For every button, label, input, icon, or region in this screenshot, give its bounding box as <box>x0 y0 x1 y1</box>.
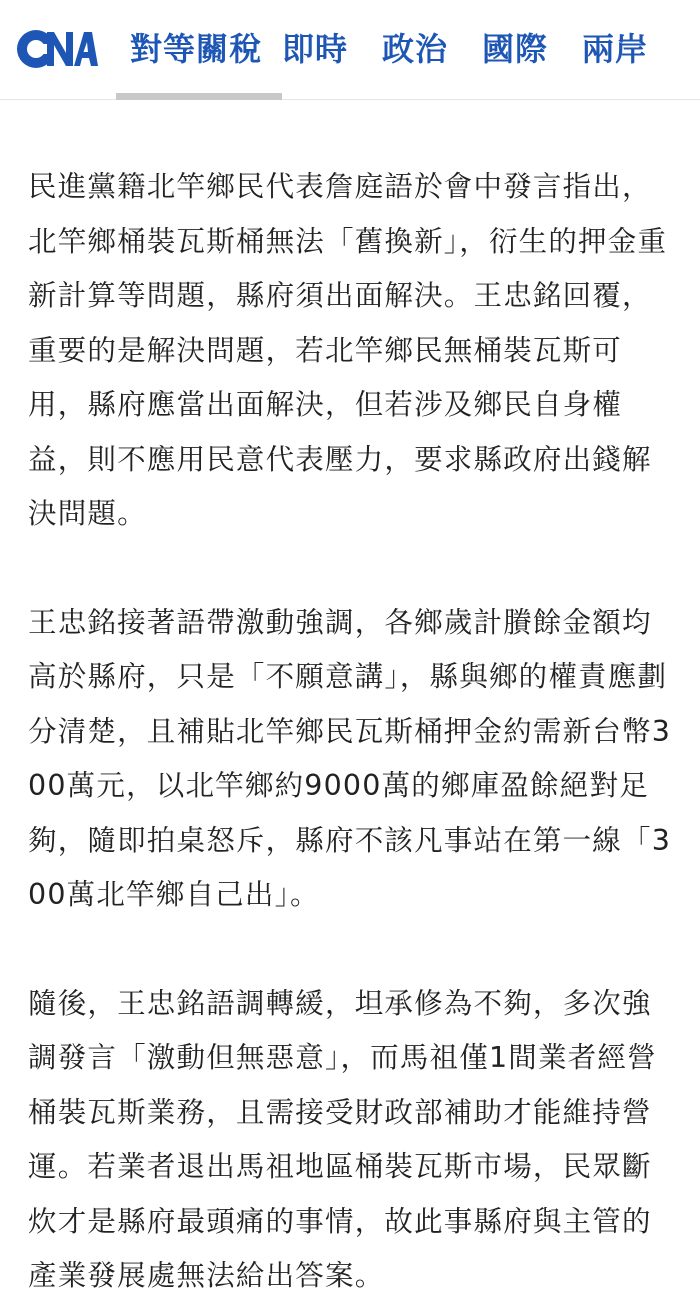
nav-tab-politics[interactable] <box>382 0 482 100</box>
cna-logo[interactable] <box>14 24 98 74</box>
nav-tab-label: 政治 <box>382 30 449 68</box>
nav-tab-label: 國際 <box>482 30 549 68</box>
nav-tab-label: 即時 <box>282 30 349 68</box>
nav-tab-label: 兩岸 <box>582 30 649 68</box>
article-body <box>28 160 678 1304</box>
article-paragraph: 王忠銘接著語帶激動強調，各鄉歲計賸餘金額均高於縣府，只是「不願意講」，縣與鄉的權責應劃分清楚，且補貼北竿鄉民瓦斯桶押金約需新台幣300萬元，以北竿鄉約9000萬的鄉庫盈餘絕對足夠，隨即拍桌怒斥，縣府不該凡事站在第一線「300萬北竿鄉自己出」。 <box>28 605 672 911</box>
nav-tab-international[interactable] <box>482 0 582 100</box>
nav-tab-reciprocal-tariffs[interactable] <box>116 0 282 100</box>
nav-tab-cross-strait[interactable] <box>582 0 682 100</box>
nav-tab-label: 對等關稅 <box>130 30 263 68</box>
article-paragraph: 民進黨籍北竿鄉民代表詹庭語於會中發言指出，北竿鄉桶裝瓦斯桶無法「舊換新」，衍生的押金重新計算等問題，縣府須出面解決。王忠銘回覆，重要的是解決問題，若北竿鄉民無桶裝瓦斯可用，縣府應當出面解決，但若涉及鄉民自身權益，則不應用民意代表壓力，要求縣政府出錢解決問題。 <box>28 170 668 530</box>
top-nav-bar <box>0 0 700 100</box>
main-nav <box>116 0 682 100</box>
cna-logo-icon <box>14 27 98 71</box>
nav-tab-breaking[interactable] <box>282 0 382 100</box>
active-tab-indicator <box>116 93 282 100</box>
article-paragraph: 隨後，王忠銘語調轉緩，坦承修為不夠，多次強調發言「激動但無惡意」，而馬祖僅1間業者經營桶裝瓦斯業務，且需接受財政部補助才能維持營運。若業者退出馬祖地區桶裝瓦斯市場，民眾斷炊才是縣府最頭痛的事情，故此事縣府與主管的產業發展處無法給出答案。 <box>28 986 657 1292</box>
